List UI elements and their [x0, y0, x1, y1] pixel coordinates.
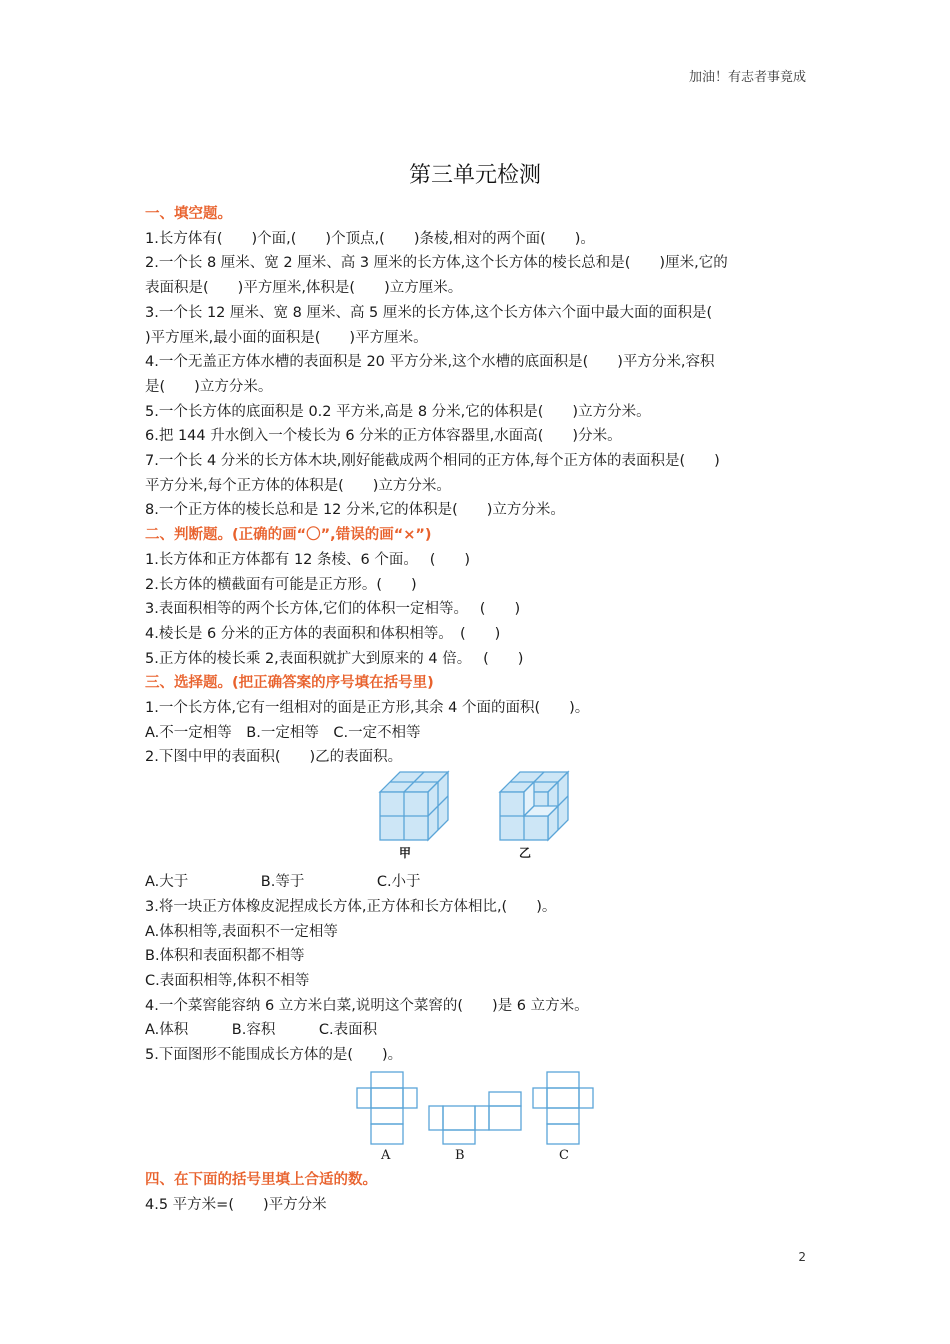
worksheet-body [145, 202, 810, 1217]
question-1-4-line-1: 4.一个无盖正方体水槽的表面积是 20 平方分米,这个水槽的底面积是( )平方分米,容积 [145, 354, 715, 371]
cube-figure [145, 770, 810, 870]
question-1-8: 8.一个正方体的棱长总和是 12 分米,它的体积是( )立方分米。 [145, 502, 565, 519]
section-heading-fill-blank: 一、填空题。 [145, 206, 232, 222]
question-1-7-line-2: 平方分米,每个正方体的体积是( )立方分米。 [145, 477, 451, 494]
question-1-1: 1.长方体有( )个面,( )个顶点,( )条棱,相对的两个面( )。 [145, 230, 595, 247]
question-2-5: 5.正方体的棱长乘 2,表面积就扩大到原来的 4 倍。 ( ) [145, 650, 524, 667]
question-2-1: 1.长方体和正方体都有 12 条棱、6 个面。 ( ) [145, 551, 471, 568]
question-1-5: 5.一个长方体的底面积是 0.2 平方米,高是 8 分米,它的体积是( )立方分米。 [145, 403, 651, 420]
question-3-3: 3.将一块正方体橡皮泥捏成长方体,正方体和长方体相比,( )。 [145, 898, 557, 915]
question-3-4: 4.一个菜窖能容纳 6 立方米白菜,说明这个菜窖的( )是 6 立方米。 [145, 997, 589, 1014]
nets-figure-svg [145, 1068, 810, 1150]
section-heading-true-false: 二、判断题。(正确的画“〇”,错误的画“×”) [145, 527, 432, 544]
question-3-3-option-b: B.体积和表面积都不相等 [145, 948, 305, 965]
question-3-3-option-a: A.体积相等,表面积不一定相等 [145, 923, 338, 940]
question-3-1: 1.一个长方体,它有一组相对的面是正方形,其余 4 个面的面积( )。 [145, 700, 590, 717]
question-2-2: 2.长方体的横截面有可能是正方形。( ) [145, 576, 417, 593]
question-1-7-line-1: 7.一个长 4 分米的长方体木块,刚好能截成两个相同的正方体,每个正方体的表面积是( ) [145, 453, 720, 470]
cube-jia-icon [380, 772, 448, 840]
question-1-6: 6.把 144 升水倒入一个棱长为 6 分米的正方体容器里,水面高( )分米。 [145, 428, 622, 445]
figure-label-jia: 甲 [399, 846, 412, 861]
net-a-icon [357, 1072, 417, 1144]
question-1-2-line-1: 2.一个长 8 厘米、宽 2 厘米、高 3 厘米的长方体,这个长方体的棱长总和是( )厘米,它的 [145, 255, 728, 272]
question-3-2: 2.下图中甲的表面积( )乙的表面积。 [145, 749, 403, 766]
net-c-icon [533, 1072, 593, 1144]
question-1-3-line-1: 3.一个长 12 厘米、宽 8 厘米、高 5 厘米的长方体,这个长方体六个面中最大面的面积是( [145, 304, 713, 321]
question-1-2-line-2: 表面积是( )平方厘米,体积是( )立方厘米。 [145, 280, 463, 297]
page-number: 2 [798, 1250, 806, 1264]
question-1-3-line-2: )平方厘米,最小面的面积是( )平方厘米。 [145, 329, 428, 346]
net-b-icon [429, 1092, 521, 1144]
question-1-4-line-2: 是( )立方分米。 [145, 378, 273, 395]
question-3-1-options: A.不一定相等 B.一定相等 C.一定不相等 [145, 724, 421, 741]
figure-label-yi: 乙 [519, 846, 532, 861]
question-2-3: 3.表面积相等的两个长方体,它们的体积一定相等。 ( ) [145, 601, 521, 618]
cube-yi-icon [500, 772, 568, 840]
section-heading-multiple-choice: 三、选择题。(把正确答案的序号填在括号里) [145, 675, 434, 692]
nets-figure [145, 1068, 810, 1168]
header-motto: 加油！有志者事竟成 [688, 70, 806, 85]
net-label-c: C [559, 1147, 569, 1163]
question-3-4-options: A.体积 B.容积 C.表面积 [145, 1022, 378, 1039]
net-label-a: A [381, 1147, 391, 1163]
question-2-4: 4.棱长是 6 分米的正方体的表面积和体积相等。 ( ) [145, 625, 501, 642]
question-3-5: 5.下面图形不能围成长方体的是( )。 [145, 1047, 403, 1064]
net-label-b: B [455, 1147, 465, 1163]
question-3-2-options: A.大于 B.等于 C.小于 [145, 874, 421, 891]
question-3-3-option-c: C.表面积相等,体积不相等 [145, 972, 310, 989]
section-heading-fill-numbers: 四、在下面的括号里填上合适的数。 [145, 1171, 377, 1188]
page-title: 第三单元检测 [408, 163, 541, 188]
cube-figure-svg [145, 770, 810, 870]
question-4-1: 4.5 平方米=( )平方分米 [145, 1196, 327, 1213]
